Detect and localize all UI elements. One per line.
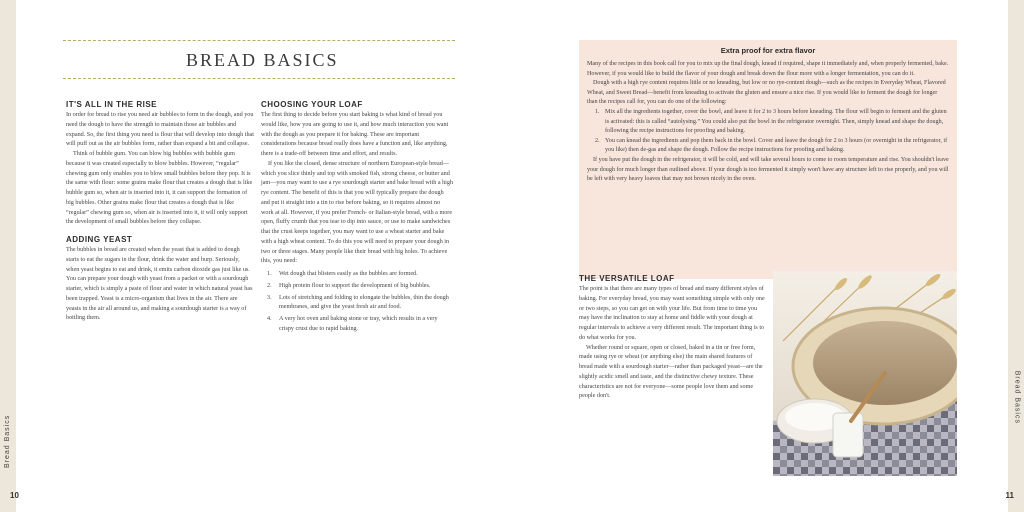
list-item: 4. A very hot oven and baking stone or tray, which results in a very crispy crust due to rapid baking. bbox=[267, 316, 438, 332]
paragraph: The first thing to decide before you start baking is what kind of bread you would like, how you are going to use it, and how much interaction you want with the dough as you prepare it for baking. These are important considerations because bread really does have a function and, like anything, there is a trade-off between time and effort, and results. bbox=[261, 112, 449, 157]
right-page-gutter bbox=[1005, 0, 1024, 512]
starter-jar bbox=[833, 413, 863, 457]
page-title: BREAD BASICS bbox=[186, 50, 339, 70]
list-item: 3. Lots of stretching and folding to elongate the bubbles, thin the dough membranes, and give the yeast fresh air and food. bbox=[267, 294, 449, 311]
section-heading-loaf: CHOOSING YOUR LOAF bbox=[261, 100, 363, 109]
sidebar-title: Extra proof for extra flavor bbox=[720, 46, 816, 55]
title-rule-bottom bbox=[63, 78, 455, 79]
section-heading-versatile: THE VERSATILE LOAF bbox=[579, 274, 675, 283]
list-item: 1. Mix all the ingredients together, cover the bowl, and leave it for 2 to 3 hours before kneading. The flour will begin to ferment and the gluten is activated: this is called “autolysing.” You could also put the bowl in the refrigerator overnight. Then, simply knead and shape the dough, following the recipe instructions for proofing and baking. bbox=[595, 108, 947, 135]
bread-photo bbox=[773, 271, 957, 476]
bread-photo-illustration bbox=[773, 271, 957, 476]
versatile-text-column bbox=[579, 273, 767, 402]
list-item: 2. High protein flour to support the development of big bubbles. bbox=[267, 282, 431, 289]
sidebar-list bbox=[587, 108, 949, 156]
section-heading-yeast: ADDING YEAST bbox=[66, 235, 133, 244]
sidebar-paragraph: Dough with a high rye content requires little or no kneading, but low or no rye-content dough—such as the recipes in Everyday Wheat, Flavored Wheat, and Sweet Bread—benefit from kneading to activate the gluten and ensure a nice rise. If you would like to ferment the dough for longer than the recipes call for, you can do one of the following: bbox=[587, 80, 946, 106]
left-text-column bbox=[66, 99, 254, 324]
extra-proof-sidebar bbox=[579, 40, 957, 279]
sidebar-intro: Many of the recipes in this book call for you to mix up the final dough, knead if required, shape it immediately and, when properly fermented, bake. However, if you would like to build the flavor of your dough and break down the flour more with a longer fermentation, you can do it. bbox=[587, 61, 949, 77]
paragraph: Think of bubble gum. You can blow big bubbles with bubble gum because it was created especially to blow bubbles. However, “regular” chewing gum only enables you to blow small bubbles before they pop. It is the same with flour: some grains make flour that creates a dough that is like bubble gum so, when air is inserted into it, it can support the formation of big bubbles. Other grains make flour that creates a dough that is like “regular” chewing gum so, when air is inserted into it, it will only support the development of small bubbles before they collapse. bbox=[66, 151, 253, 226]
sidebar-outro: If you have put the dough in the refrigerator, it will be cold, and will take several hours to come to room temperature and rise. You shouldn't leave your dough for much longer than outlined above. If your dough is too fermented it simply won't have any structure left to rise properly, and you will be left with very heavy loaves that may not brown nicely in the oven. bbox=[587, 156, 949, 183]
needs-list bbox=[261, 270, 454, 335]
list-item: 1. Wet dough that blisters easily as the bubbles are formed. bbox=[267, 271, 418, 277]
left-running-head: Bread Basics bbox=[4, 414, 11, 468]
loaf bbox=[813, 321, 957, 405]
list-item: 2. You can knead the ingredients and pop them back in the bowl. Cover and leave the dough for 2 to 3 hours (or overnight in the refrigerator, if you like) then de-gas and shape the dough. Follow the recipe instructions for proofing and baking. bbox=[595, 137, 948, 154]
paragraph: The bubbles in bread are created when the yeast that is added to dough starts to eat the sugars in the flour, drink the water and burp. Seriously, when yeast begins to eat and drink, it emits carbon dioxide gas just like us. You can prepare your dough with yeast from a packet or with a sourdough starter, which is simply a paste of flour and water in which natural yeast has been trapped. Yeast is a micro-organism that lives in the air. There are yeasts in the air all around us, and making a sourdough starter is a way of bottling them. bbox=[66, 247, 253, 322]
left-page-number: 10 bbox=[10, 491, 19, 500]
right-running-head: Bread Basics bbox=[1013, 370, 1020, 424]
paragraph: Whether round or square, open or closed, baked in a tin or free form, made using rye or wheat (or anything else) the main shared features of bread made with a sourdough starter—rather than packaged yeast—are the slightly acidic smell and taste, and the distinctive chewy texture. These characteristics are not for everyone—some people love them and some people don't. bbox=[579, 344, 763, 400]
middle-text-column bbox=[261, 99, 454, 337]
section-heading-rise: IT'S ALL IN THE RISE bbox=[66, 100, 158, 109]
paragraph: In order for bread to rise you need air bubbles to form in the dough, and you need the dough to have the strength to maintain those air bubbles and expand. So, the first thing you need is flour that will develop into dough that will puff out as the air bubbles form, rather than expand a bit and collapse. bbox=[66, 112, 254, 148]
paragraph: If you like the closed, dense structure of northern European-style bread—which you slice thinly and top with smoked fish, strong cheese, or butter and jam—you may want to use a rye sourdough starter and bake bread with a high rye content. The benefit of this is that you will typically prepare the dough and put it straight into a tin to rise before baking, so it requires almost no work at all. However, if you prefer French- or Italian-style bread, with a more open, fluffy crumb that you tear to dip into sauce, or use to make sandwiches that the crust keeps together, you may want to use a wheat starter and bake with a high wheat content. To do this you will need to prepare your dough in two or three stages. Many people like their bread with big holes. To achieve this, you need: bbox=[261, 160, 454, 265]
sidebar-text bbox=[587, 60, 949, 185]
right-page-number: 11 bbox=[1005, 491, 1014, 500]
paragraph: The point is that there are many types of bread and many different styles of baking. For everyday bread, you may want something simple with only one or two steps, so you can get on with your life. But from time to time you may have the inclination to stay at home and fiddle with your dough at regular intervals to achieve a very different result. The important thing is to do what works for you. bbox=[579, 286, 765, 341]
title-rule-top bbox=[63, 40, 455, 41]
